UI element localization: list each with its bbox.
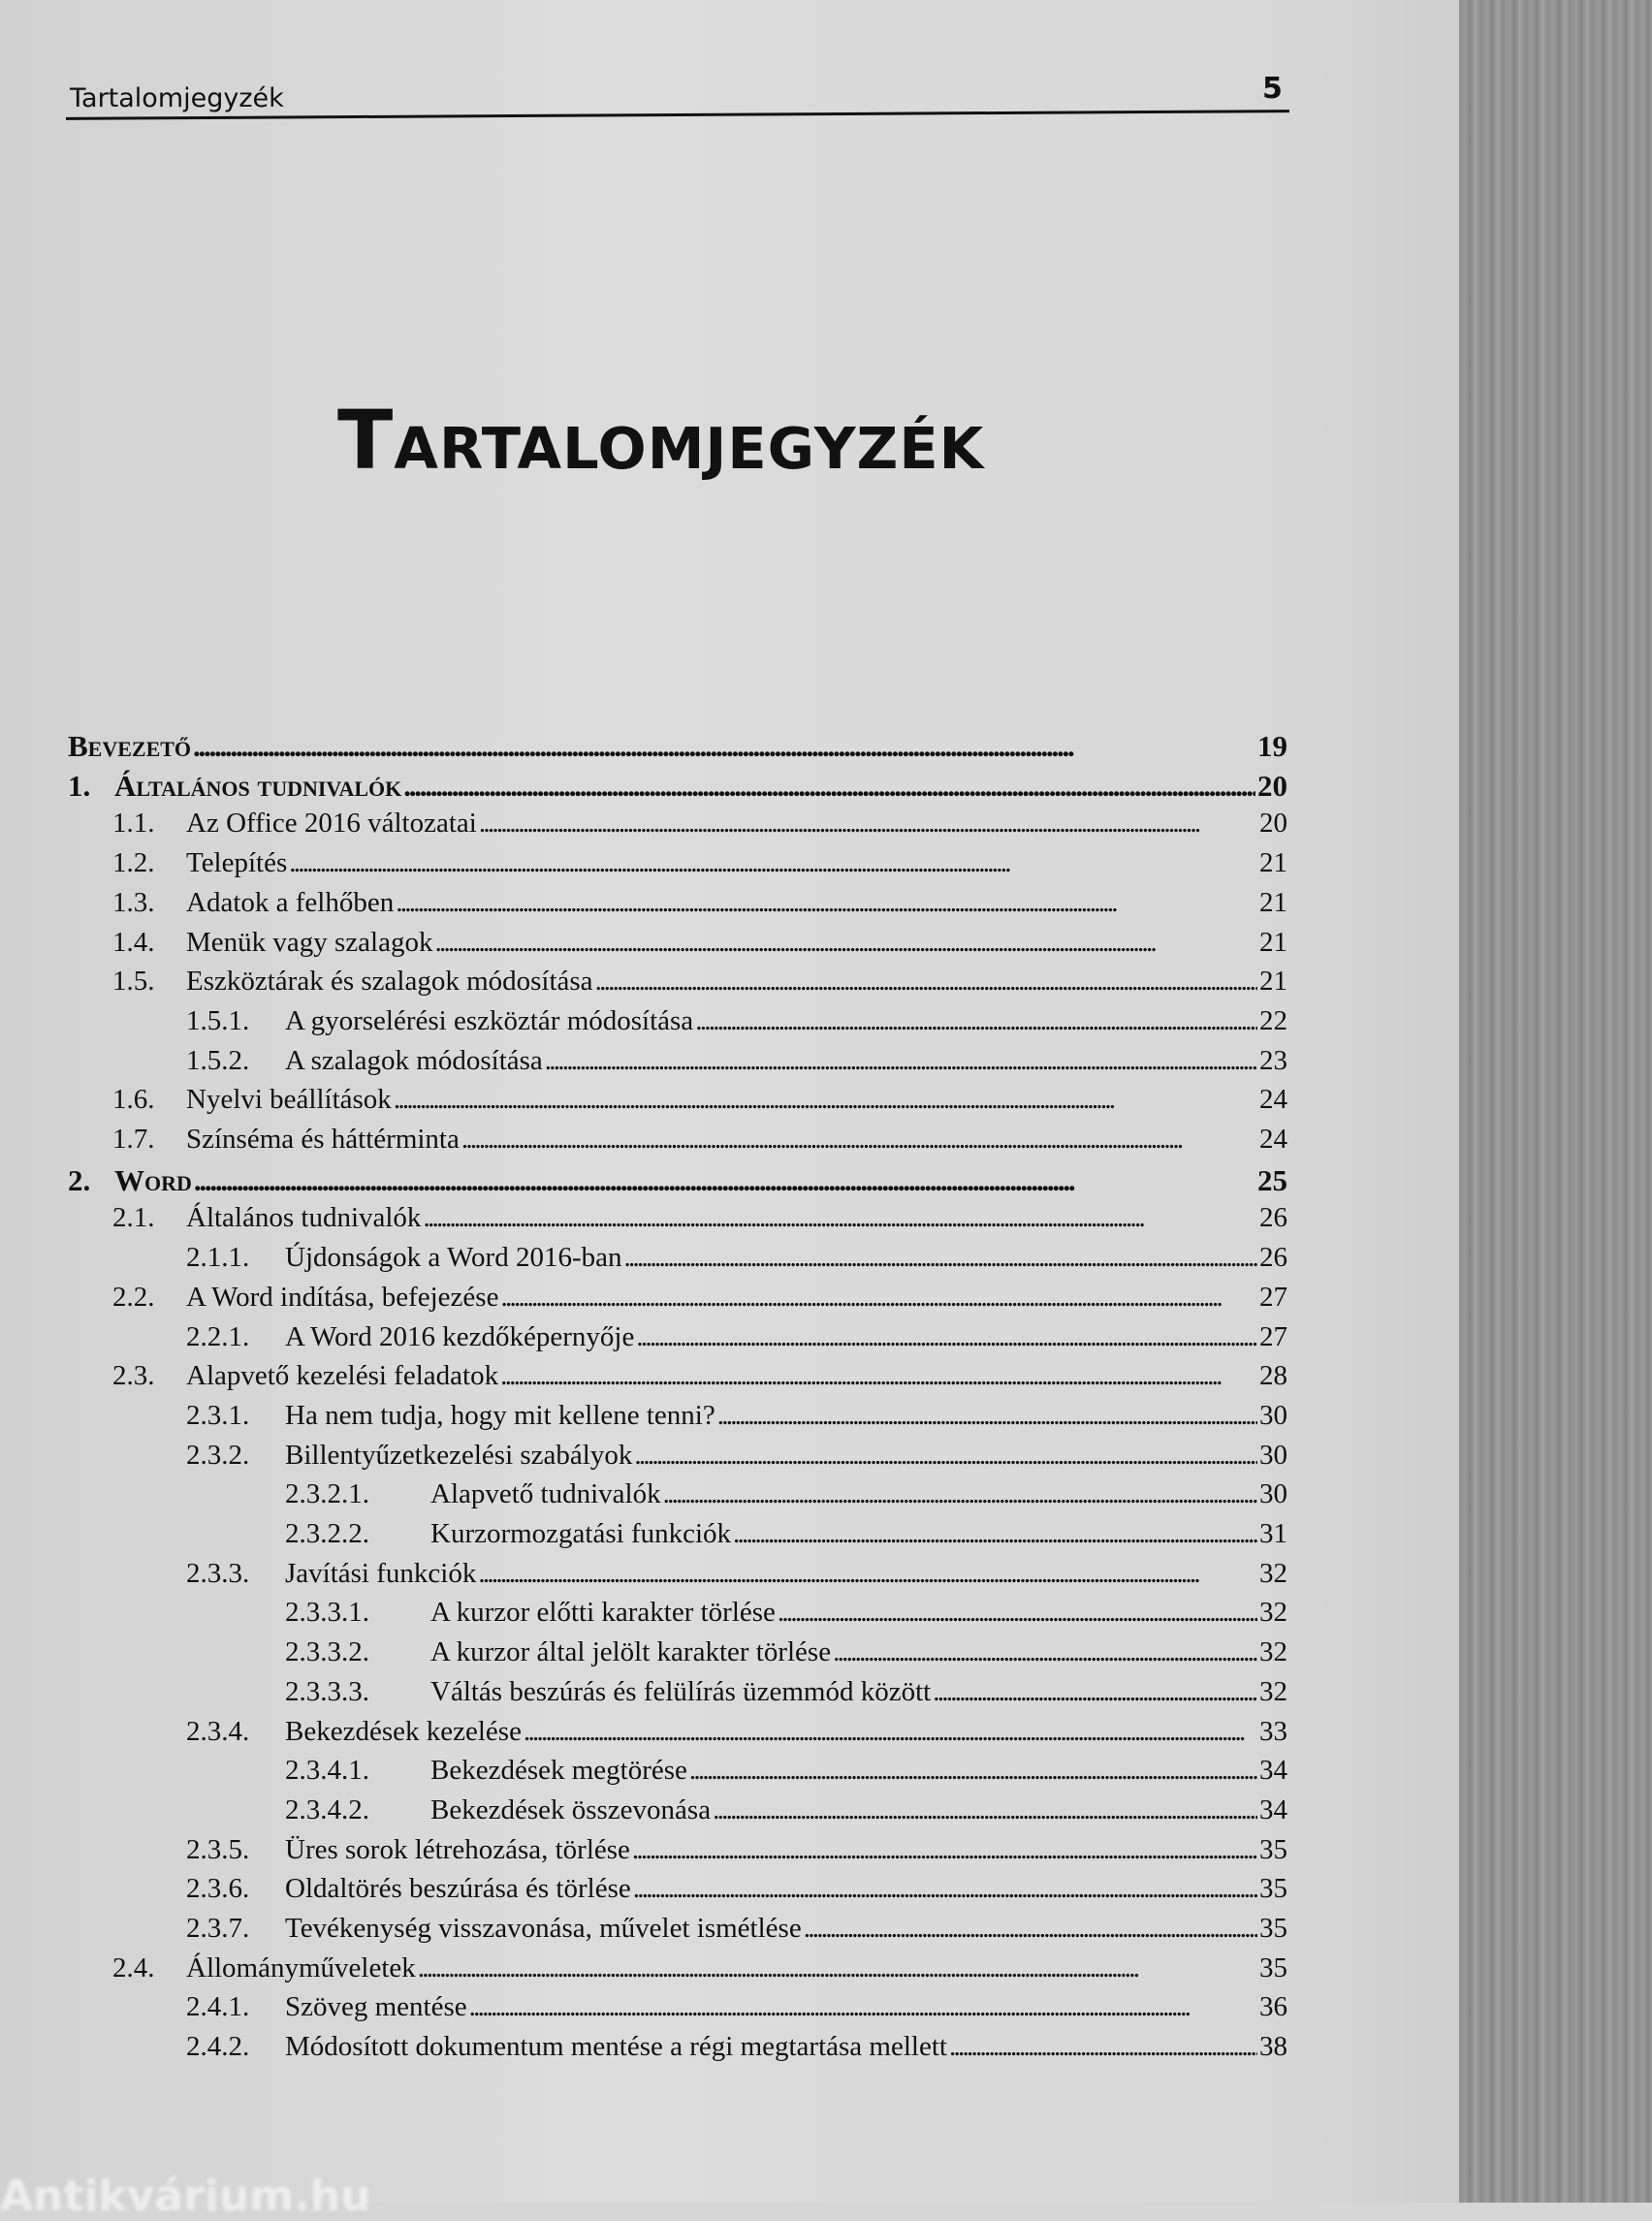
dot-leader <box>663 1478 1257 1510</box>
toc-entry-number: 2.3. <box>112 1360 155 1392</box>
dot-leader <box>804 1913 1257 1945</box>
toc-entry-page: 30 <box>1259 1439 1287 1471</box>
dot-leader <box>689 1755 1257 1787</box>
dot-leader <box>423 1202 1257 1234</box>
toc-entry-number: 2.3.2.2. <box>285 1518 369 1549</box>
toc-entry-number: 1.5.1. <box>186 1004 250 1036</box>
toc-entry-title: Menük vagy szalagok <box>186 926 433 958</box>
toc-entry-title: Az Office 2016 változatai <box>186 808 477 840</box>
toc-entry-page: 31 <box>1259 1518 1287 1549</box>
page-number: 5 <box>1262 72 1283 106</box>
dot-leader <box>396 887 1257 919</box>
dot-leader <box>733 1518 1257 1550</box>
dot-leader <box>435 927 1258 959</box>
toc-entry-title: Tevékenység visszavonása, művelet ismétlése <box>285 1913 802 1944</box>
toc-entry <box>285 1518 1287 1557</box>
toc-entry-title: Eszköztárak és szalagok módosítása <box>186 966 593 998</box>
toc-entry-number: 2.3.3.3. <box>285 1675 369 1707</box>
toc-entry-number: 2.4.2. <box>186 2031 250 2063</box>
toc-entry-title: A Word 2016 kezdőképernyője <box>285 1320 635 1352</box>
toc-entry-number: 2.3.7. <box>186 1913 250 1944</box>
toc-entry-page: 28 <box>1259 1360 1287 1392</box>
toc-entry-number: 2.1. <box>112 1202 155 1234</box>
dot-leader <box>695 1005 1257 1037</box>
toc-entry-page: 24 <box>1259 1124 1287 1155</box>
toc-entry-title: A Word indítása, befejezése <box>186 1281 499 1313</box>
toc-entry-number: 2.3.6. <box>186 1873 250 1905</box>
toc-entry <box>112 1282 1287 1320</box>
toc-entry-number: 2.3.3. <box>186 1557 250 1589</box>
running-header-title: Tartalomjegyzék <box>70 83 284 113</box>
dot-leader <box>632 1834 1257 1866</box>
dot-leader <box>394 1084 1257 1116</box>
toc-entry-title: Oldaltörés beszúrása és törlése <box>285 1873 631 1905</box>
toc-entry-title: Kurzormozgatási funkciók <box>430 1518 732 1549</box>
toc-entry-title: Word <box>114 1162 192 1197</box>
toc-entry-title: Javítási funkciók <box>285 1557 477 1589</box>
toc-entry-number: 2. <box>68 1162 91 1197</box>
toc-entry <box>68 729 1287 768</box>
toc-entry <box>112 847 1287 886</box>
toc-entry-page: 32 <box>1259 1636 1287 1668</box>
toc-entry-number: 1.6. <box>112 1084 155 1116</box>
toc-entry-page: 34 <box>1259 1793 1287 1825</box>
dot-leader <box>194 1163 1255 1198</box>
page-title: Tartalomjegyzék <box>337 393 985 488</box>
background-surface <box>1459 0 1652 2203</box>
toc-entry <box>186 1242 1287 1281</box>
toc-entry-page: 33 <box>1259 1715 1287 1747</box>
dot-leader <box>713 1794 1257 1826</box>
toc-entry-page: 38 <box>1259 2031 1287 2063</box>
toc-entry-page: 35 <box>1259 1873 1287 1905</box>
toc-entry-page: 20 <box>1259 808 1287 840</box>
toc-entry-number: 2.3.2. <box>186 1439 250 1471</box>
toc-entry-title: Általános tudnivalók <box>186 1202 422 1234</box>
toc-entry-number: 2.1.1. <box>186 1242 250 1274</box>
dot-leader <box>193 729 1255 764</box>
toc-entry-number: 2.4.1. <box>186 1991 250 2023</box>
toc-entry-page: 25 <box>1257 1162 1287 1197</box>
toc-entry-page: 21 <box>1259 966 1287 998</box>
toc-entry-number: 2.3.3.2. <box>285 1636 369 1668</box>
toc-entry <box>112 1952 1287 1991</box>
toc-entry-title: A szalagok módosítása <box>285 1044 543 1076</box>
toc-entry <box>186 2031 1287 2070</box>
toc-entry-page: 24 <box>1259 1084 1287 1116</box>
toc-entry-title: Színséma és háttérminta <box>186 1124 460 1155</box>
toc-entry <box>285 1755 1287 1793</box>
toc-entry <box>285 1478 1287 1517</box>
dot-leader <box>633 1873 1257 1905</box>
toc-entry <box>186 1440 1287 1478</box>
toc-entry-page: 21 <box>1259 926 1287 958</box>
dot-leader <box>949 2031 1257 2063</box>
toc-entry-title: Módosított dokumentum mentése a régi megtartása mellett <box>285 2031 947 2063</box>
watermark: Antikvárium.hu <box>0 2172 371 2221</box>
toc-entry-number: 2.4. <box>112 1951 155 1983</box>
toc-entry <box>186 1991 1287 2030</box>
toc-entry-title: Bekezdések összevonása <box>430 1793 712 1825</box>
toc-entry-title: Alapvető kezelési feladatok <box>186 1360 499 1392</box>
dot-leader <box>479 808 1257 840</box>
dot-leader <box>289 847 1257 879</box>
toc-entry <box>112 1360 1287 1399</box>
dot-leader <box>500 1282 1257 1314</box>
toc-entry-page: 21 <box>1259 847 1287 879</box>
dot-leader <box>461 1124 1257 1156</box>
toc-entry-page: 26 <box>1259 1242 1287 1274</box>
dot-leader <box>833 1636 1257 1668</box>
toc-entry <box>186 1400 1287 1439</box>
toc-entry-page: 35 <box>1259 1833 1287 1865</box>
toc-entry-page: 34 <box>1259 1755 1287 1787</box>
toc-entry <box>186 1321 1287 1360</box>
toc-entry-page: 36 <box>1259 1991 1287 2023</box>
toc-entry <box>186 1045 1287 1084</box>
toc-entry <box>112 927 1287 966</box>
toc-entry-title: Alapvető tudnivalók <box>430 1478 661 1510</box>
toc-entry-title: Állományműveletek <box>186 1951 416 1983</box>
dot-leader <box>778 1597 1257 1629</box>
toc-entry-title: Szöveg mentése <box>285 1991 467 2023</box>
toc-entry-number: 2.3.1. <box>186 1399 250 1431</box>
dot-leader <box>469 1991 1257 2023</box>
dot-leader <box>524 1716 1257 1748</box>
toc-entry-page: 21 <box>1259 886 1287 918</box>
toc-entry-page: 22 <box>1259 1004 1287 1036</box>
toc-entry <box>186 1913 1287 1951</box>
toc-entry-number: 2.2.1. <box>186 1320 250 1352</box>
dot-leader <box>717 1400 1257 1432</box>
toc-entry-title: Billentyűzetkezelési szabályok <box>285 1439 633 1471</box>
toc-entry <box>285 1636 1287 1675</box>
toc-entry-number: 1.2. <box>112 847 155 879</box>
dot-leader <box>418 1952 1257 1984</box>
toc-entry-page: 35 <box>1259 1951 1287 1983</box>
toc-entry-page: 20 <box>1257 768 1287 803</box>
toc-entry <box>186 1558 1287 1597</box>
toc-entry-title: A kurzor előtti karakter törlése <box>430 1597 776 1629</box>
dot-leader <box>634 1440 1257 1472</box>
toc-entry <box>112 966 1287 1004</box>
toc-entry-number: 1.7. <box>112 1124 155 1155</box>
dot-leader <box>478 1558 1257 1590</box>
toc-entry-page: 30 <box>1259 1399 1287 1431</box>
dot-leader <box>933 1676 1257 1708</box>
toc-entry-number: 1.1. <box>112 808 155 840</box>
toc-entry-number: 1.4. <box>112 926 155 958</box>
toc-entry-page: 32 <box>1259 1675 1287 1707</box>
toc-entry-title: Bekezdések kezelése <box>285 1715 522 1747</box>
toc-entry-number: 2.3.4.1. <box>285 1755 369 1787</box>
toc-entry-title: Általános tudnivalók <box>114 768 402 803</box>
dot-leader <box>545 1045 1257 1077</box>
dot-leader <box>636 1321 1257 1353</box>
toc-entry-page: 35 <box>1259 1913 1287 1944</box>
toc-entry-number: 2.3.5. <box>186 1833 250 1865</box>
toc-entry-page: 32 <box>1259 1597 1287 1629</box>
toc-entry-number: 2.3.4.2. <box>285 1793 369 1825</box>
toc-entry-title: Újdonságok a Word 2016-ban <box>285 1242 622 1274</box>
toc-entry-title: Bekezdések megtörése <box>430 1755 687 1787</box>
toc-entry-page: 27 <box>1259 1281 1287 1313</box>
toc-entry-title: A kurzor által jelölt karakter törlése <box>430 1636 832 1668</box>
toc-entry-number: 1.5. <box>112 966 155 998</box>
toc-entry <box>112 1124 1287 1162</box>
toc-entry-title: Váltás beszúrás és felülírás üzemmód között <box>430 1675 932 1707</box>
toc-entry-title: Bevezető <box>68 729 192 763</box>
dot-leader <box>500 1360 1257 1392</box>
toc-entry <box>186 1005 1287 1044</box>
toc-entry-title: Telepítés <box>186 847 288 879</box>
dot-leader <box>403 769 1255 804</box>
toc-entry-page: 32 <box>1259 1557 1287 1589</box>
dot-leader <box>624 1242 1258 1274</box>
toc-entry-page: 19 <box>1257 729 1287 763</box>
toc-entry-number: 1.5.2. <box>186 1044 250 1076</box>
toc-entry <box>285 1794 1287 1833</box>
toc-entry-page: 26 <box>1259 1202 1287 1234</box>
toc-entry <box>112 1202 1287 1241</box>
toc-entry <box>68 1163 1287 1202</box>
toc-entry <box>186 1716 1287 1755</box>
toc-entry-page: 27 <box>1259 1320 1287 1352</box>
toc-entry-number: 2.3.4. <box>186 1715 250 1747</box>
toc-entry-title: Nyelvi beállítások <box>186 1084 392 1116</box>
toc-entry-page: 23 <box>1259 1044 1287 1076</box>
toc-entry <box>285 1676 1287 1715</box>
toc-entry-page: 30 <box>1259 1478 1287 1510</box>
toc-entry <box>186 1834 1287 1873</box>
toc-entry-number: 1.3. <box>112 886 155 918</box>
dot-leader <box>595 966 1257 998</box>
toc-entry-title: Adatok a felhőben <box>186 886 395 918</box>
toc-entry-title: Ha nem tudja, hogy mit kellene tenni? <box>285 1399 715 1431</box>
toc-entry-title: A gyorselérési eszköztár módosítása <box>285 1004 694 1036</box>
toc-entry-title: Üres sorok létrehozása, törlése <box>285 1833 630 1865</box>
toc-entry <box>112 1084 1287 1123</box>
toc-entry <box>186 1873 1287 1912</box>
toc-entry <box>112 887 1287 926</box>
toc-entry-number: 2.3.2.1. <box>285 1478 369 1510</box>
toc-entry-number: 1. <box>68 768 91 803</box>
toc-entry-number: 2.2. <box>112 1281 155 1313</box>
toc-entry-number: 2.3.3.1. <box>285 1597 369 1629</box>
toc-entry <box>112 808 1287 846</box>
toc-entry <box>285 1597 1287 1635</box>
toc-entry <box>68 769 1287 808</box>
